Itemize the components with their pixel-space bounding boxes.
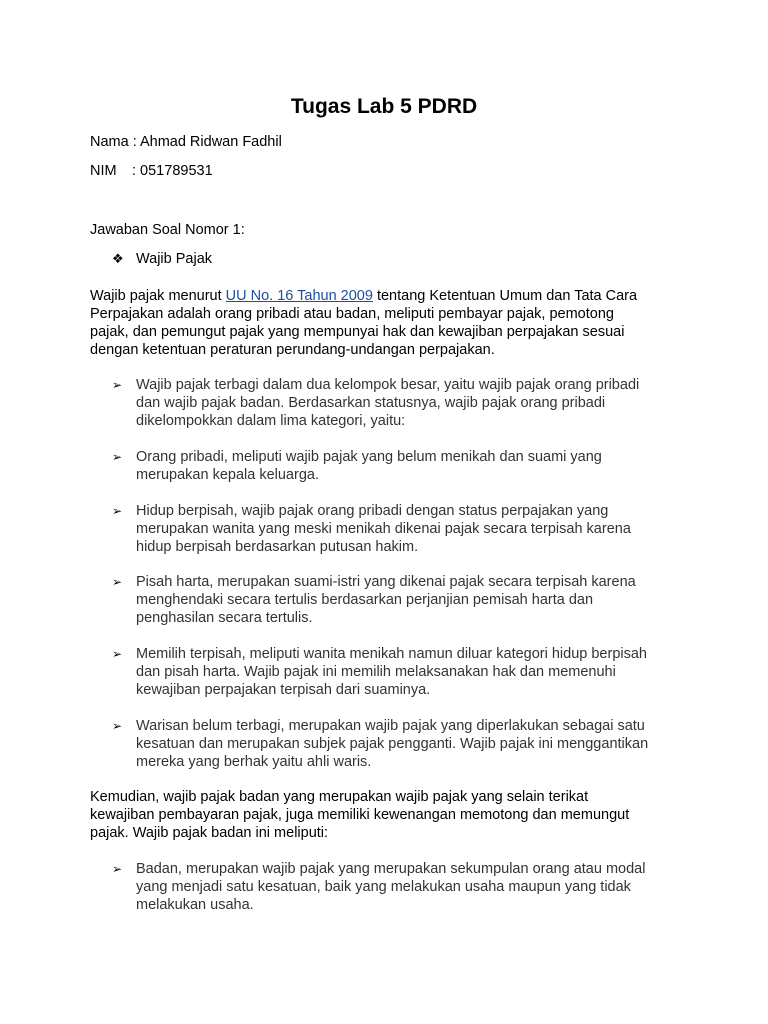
list-item-line: kewajiban perpajakan terpisah dari suaminya. [136,682,431,698]
list-item-line: menghendaki secara tertulis berdasarkan perjanjian pemisah harta dan [136,592,594,608]
wajib-pajak-label: Wajib Pajak [136,251,213,267]
list-item-line: melakukan usaha. [136,897,254,913]
document-title: Tugas Lab 5 PDRD [290,95,478,118]
arrow-bullet-icon: ➢ [112,862,123,876]
arrow-bullet-icon: ➢ [112,450,123,464]
diamond-bullet-icon: ❖ [112,252,124,267]
arrow-bullet-icon: ➢ [112,647,123,661]
nim-value: : 051789531 [132,163,213,179]
intro-text-after-link: tentang Ketentuan Umum dan Tata Cara [372,288,638,304]
list-item-line: Badan, merupakan wajib pajak yang merupakan sekumpulan orang atau modal [136,861,646,877]
list-item-text [136,502,706,556]
list-item-line: merupakan wanita yang meski menikah dikenai pajak secara terpisah karena [136,521,631,537]
list-item-line: Warisan belum terbagi, merupakan wajib pajak yang diperlakukan sebagai satu [136,718,645,734]
jawaban-heading: Jawaban Soal Nomor 1: [90,222,245,238]
kemudian-line: Kemudian, wajib pajak badan yang merupakan wajib pajak yang selain terikat [90,789,589,805]
list-item-line: Orang pribadi, meliputi wajib pajak yang belum menikah dan suami yang [136,449,602,465]
kemudian-line: kewajiban pembayaran pajak, juga memiliki kewenangan memotong dan memungut [90,807,630,823]
nim-line [90,162,213,180]
arrow-bullet-icon: ➢ [112,719,123,733]
list-item-line: kesatuan dan merupakan subjek pajak pengganti. Wajib pajak ini menggantikan [136,736,649,752]
list-item-line: yang menjadi satu kesatuan, baik yang melakukan usaha maupun yang tidak [136,879,631,895]
intro-line-4: dengan ketentuan peraturan perundang-undangan perpajakan. [90,342,495,358]
intro-line-2: Perpajakan adalah orang pribadi atau badan, meliputi pembayar pajak, pemotong [90,306,614,322]
list-item-line: Hidup berpisah, wajib pajak orang pribadi dengan status perpajakan yang [136,503,609,519]
list-item-text [136,717,706,771]
uu-link[interactable]: UU No. 16 Tahun 2009 [225,288,373,304]
wajib-pajak-bullet-item [112,250,212,269]
intro-line-3: pajak, dan pemungut pajak yang mempunyai hak dan kewajiban perpajakan sesuai [90,324,625,340]
arrow-bullet-icon: ➢ [112,575,123,589]
list-item-line: Pisah harta, merupakan suami-istri yang dikenai pajak secara terpisah karena [136,574,636,590]
list-item-text [136,860,706,914]
list-item-line: dan wajib pajak badan. Berdasarkan statusnya, wajib pajak orang pribadi [136,395,606,411]
list-item-line: dan pisah harta. Wajib pajak ini memilih melaksanakan hak dan memenuhi [136,664,616,680]
intro-paragraph [90,287,680,359]
list-item-line: penghasilan secara tertulis. [136,610,313,626]
list-item-line: Wajib pajak terbagi dalam dua kelompok besar, yaitu wajib pajak orang pribadi [136,377,640,393]
list-item-line: Memilih terpisah, meliputi wanita menikah namun diluar kategori hidup berpisah [136,646,647,662]
arrow-bullet-icon: ➢ [112,378,123,392]
list-item-line: mereka yang berhak yaitu ahli waris. [136,754,372,770]
list-item-line: hidup berpisah berdasarkan putusan hakim. [136,539,419,555]
nama-line: Nama : Ahmad Ridwan Fadhil [90,134,282,150]
arrow-bullet-icon: ➢ [112,504,123,518]
intro-line-1 [90,287,680,305]
kemudian-paragraph [90,788,680,842]
list-item-text [136,376,706,430]
list-item-line: merupakan kepala keluarga. [136,467,319,483]
list-item-text [136,573,706,627]
list-item-text [136,645,706,699]
intro-text-before-link: Wajib pajak menurut [90,288,226,304]
kemudian-line: pajak. Wajib pajak badan ini meliputi: [90,825,329,841]
list-item-text [136,448,706,484]
list-item-line: dikelompokkan dalam lima kategori, yaitu: [136,413,406,429]
nim-label: NIM [90,163,117,179]
